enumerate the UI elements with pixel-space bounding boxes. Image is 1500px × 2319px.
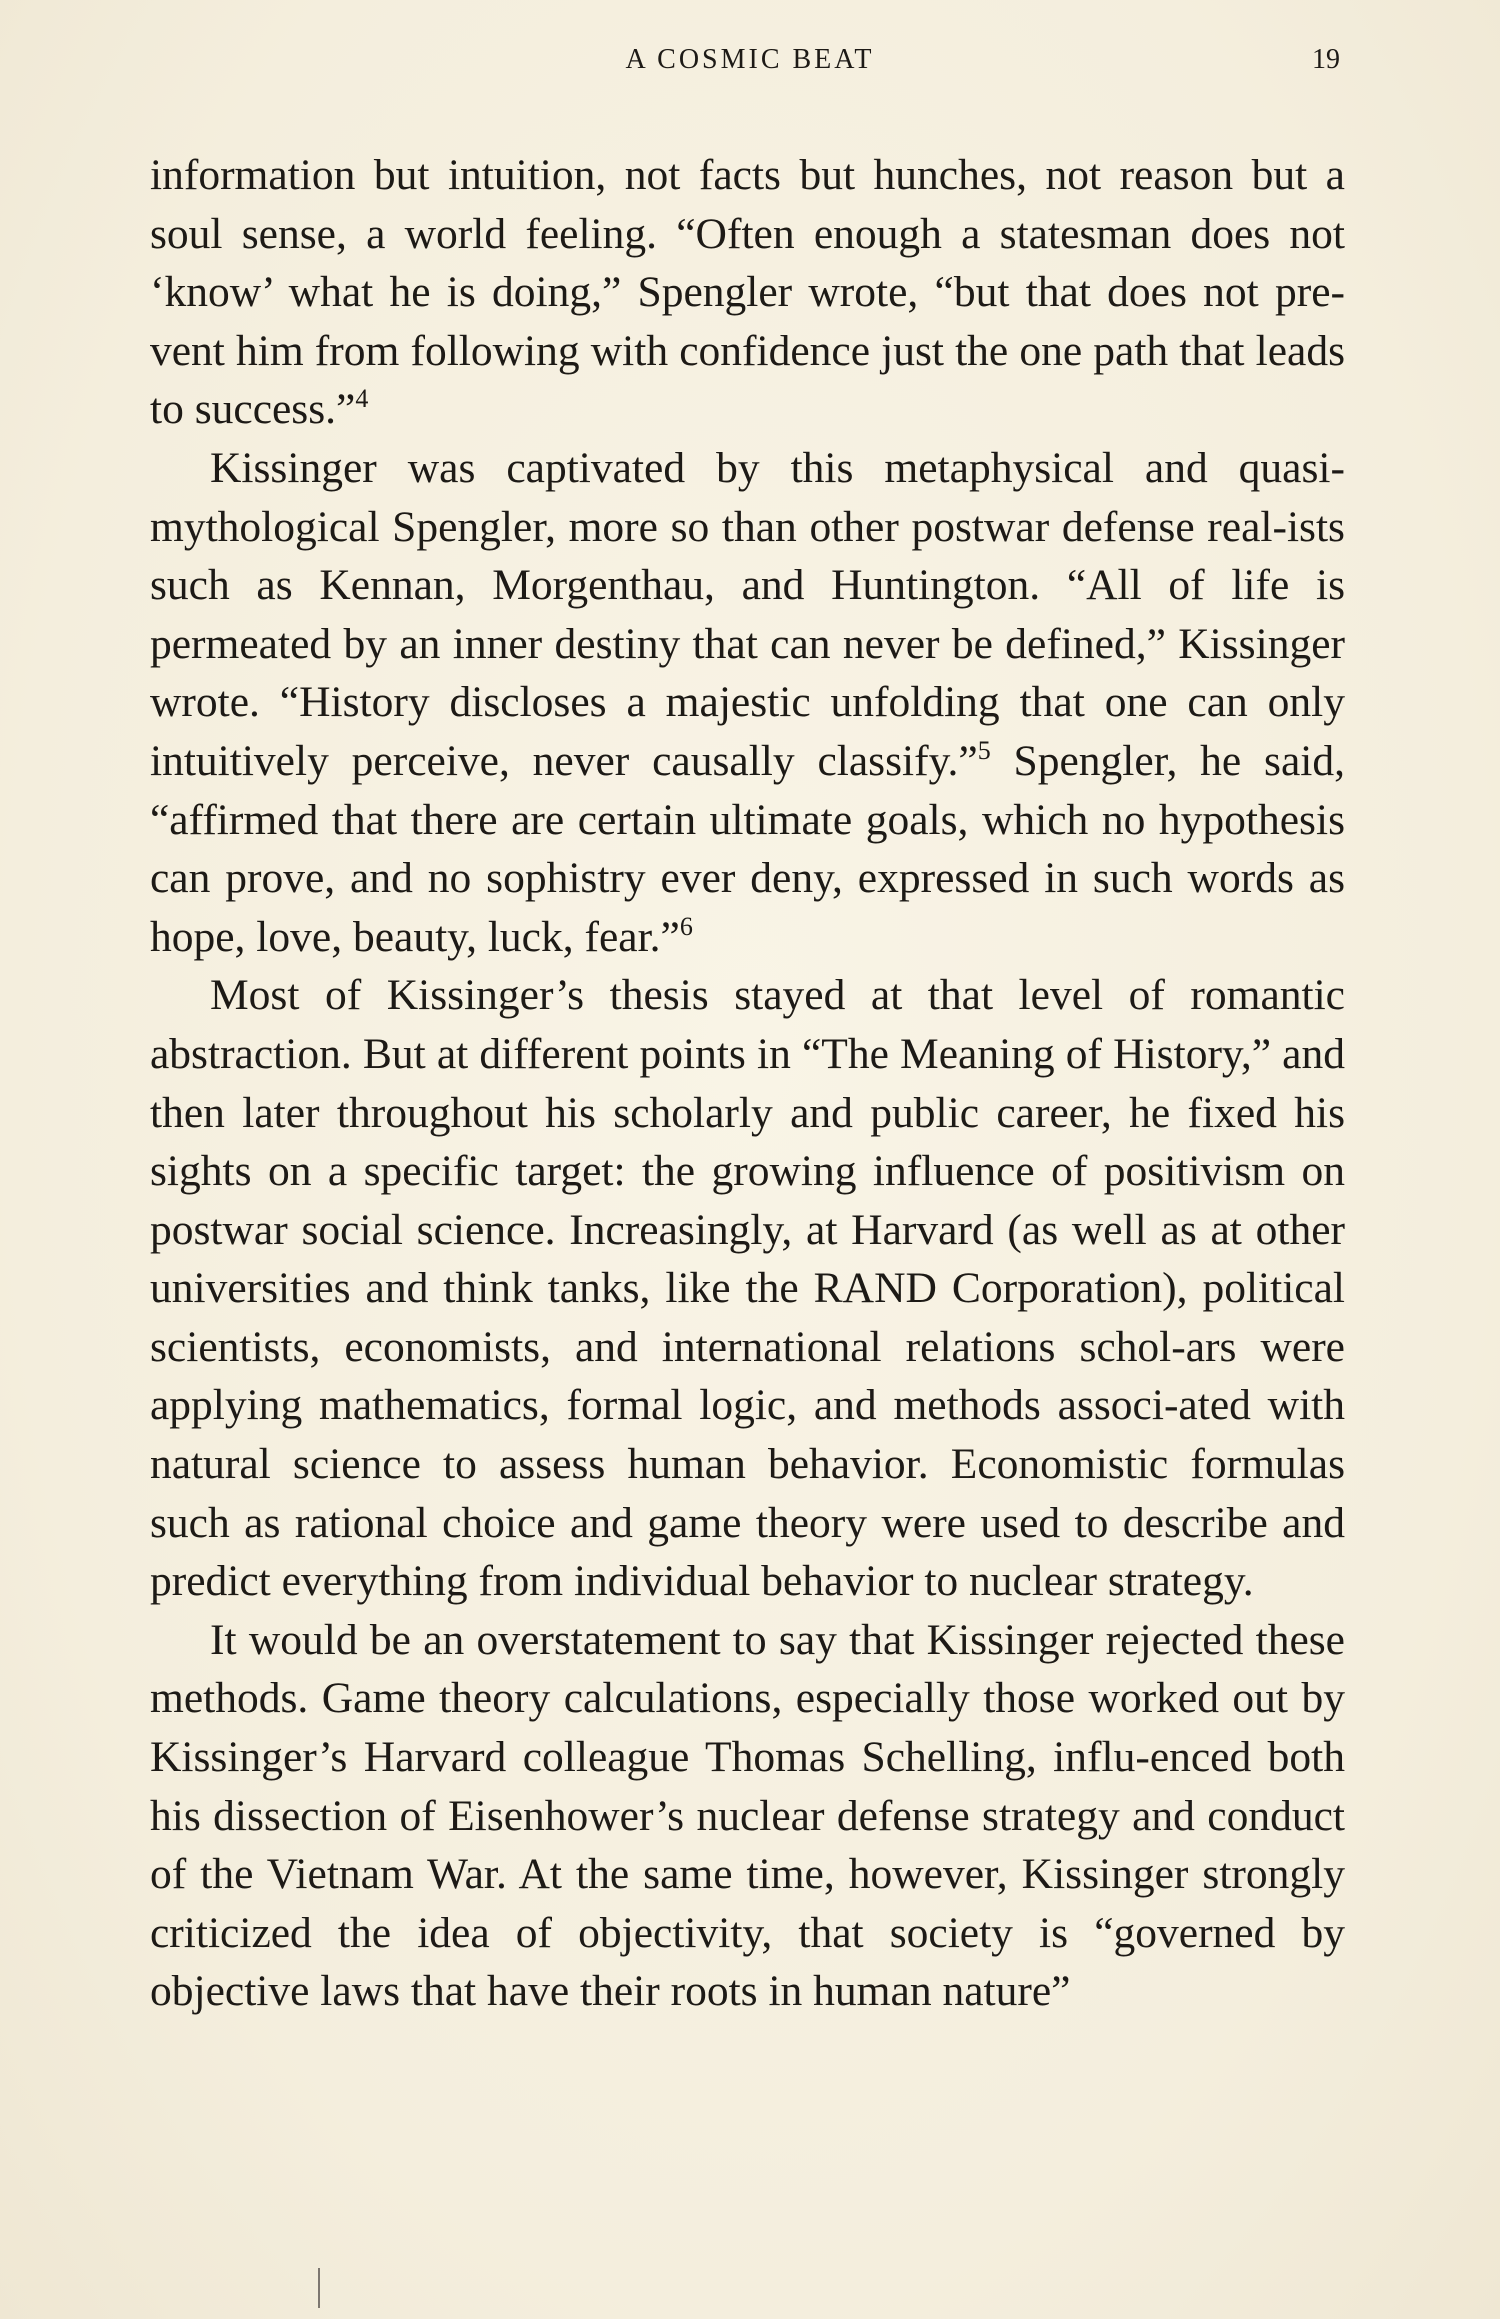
paragraph-text: information but intuition, not facts but hunches, not reason but a soul sense, a world feeling. “Often enough a statesman does not ‘know’ what he is doing,” Spengler wrote, “but that does not pre-vent him from following with confidence just the one path that leads to success.” — [150, 151, 1345, 434]
running-title: A COSMIC BEAT — [625, 44, 875, 75]
paragraph-3 — [150, 966, 1345, 1611]
paragraph-4 — [150, 1611, 1345, 2021]
paragraph-2 — [150, 439, 1345, 966]
paragraph-text: Spengler, he said, “affirmed that there are certain ultimate goals, which no hypothesis can prove, and no sophistry ever deny, expressed in such words as hope, love, beauty, luck, fear.” — [150, 736, 1345, 961]
paragraph-text: Most of Kissinger’s thesis stayed at that level of romantic abstraction. But at different points in “The Meaning of History,” and then later throughout his scholarly and public career, he fixed his sights on a specific target: the growing influence of positivism on postwar social science. Increasingly, at Harvard (as well as at other universities and think tanks, like the RAND Corporation), political scientists, economists, and international relations schol-ars were applying mathematics, formal logic, and methods associ-ated with natural science to assess human behavior. Economistic formulas such as rational choice and game theory were used to describe and predict everything from individual behavior to nuclear strategy. — [150, 971, 1345, 1606]
paragraph-text: Kissinger was captivated by this metaphysical and quasi-mythological Spengler, more so than other postwar defense real-ists such as Kennan, Morgenthau, and Huntington. “All of life is permeated by an inner destiny that can never be defined,” Kissinger wrote. “History discloses a majestic unfolding that one can only intuitively perceive, never causally classify.” — [150, 443, 1345, 785]
page-number: 19 — [1312, 44, 1340, 75]
footnote-ref: 6 — [679, 911, 693, 941]
body-text — [150, 146, 1345, 2021]
footnote-ref: 5 — [977, 735, 991, 765]
running-head — [0, 44, 1500, 84]
paragraph-1 — [150, 146, 1345, 439]
paragraph-text: It would be an overstatement to say that Kissinger rejected these methods. Game theory calculations, especially those worked out by Kissinger’s Harvard colleague Thomas Schelling, influ-enced both his dissection of Eisenhower’s nuclear defense strategy and conduct of the Vietnam War. At the same time, however, Kissinger strongly criticized the idea of objectivity, that society is “governed by objective laws that have their roots in human nature” — [150, 1615, 1345, 2016]
footnote-ref: 4 — [355, 384, 369, 414]
scan-artifact-mark — [318, 2268, 320, 2308]
